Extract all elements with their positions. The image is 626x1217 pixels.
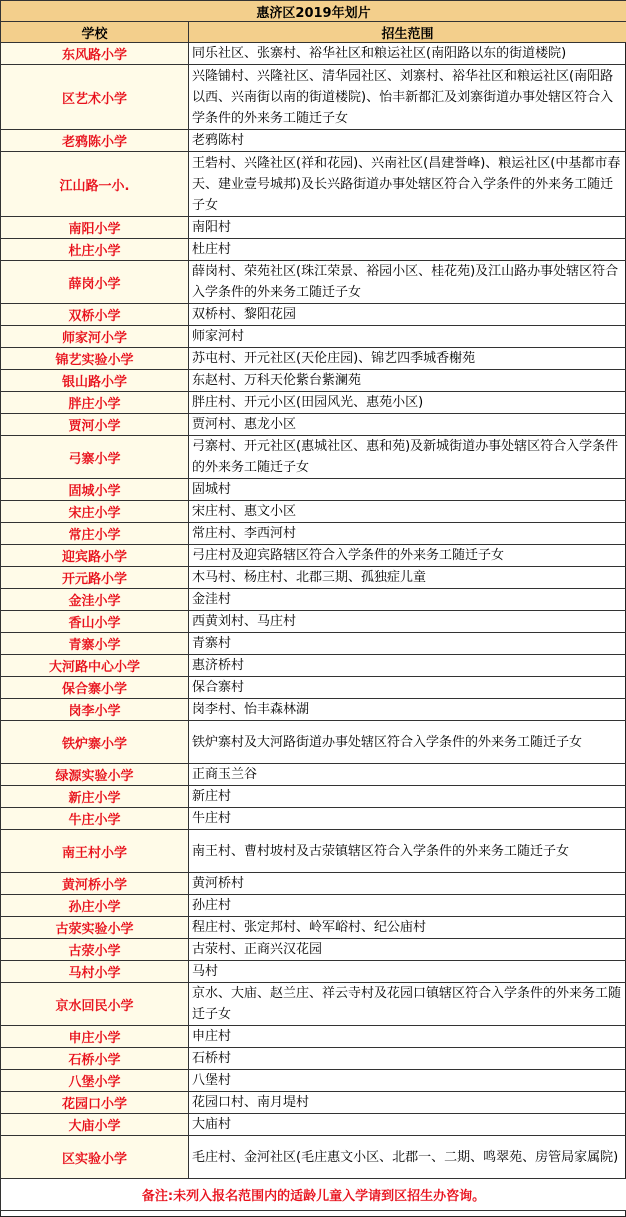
table-row	[1, 961, 626, 983]
table-row	[1, 633, 626, 655]
enrollment-range: 铁炉寨村及大河路街道办事处辖区符合入学条件的外来务工随迁子女	[189, 721, 626, 764]
enrollment-range: 杜庄村	[189, 239, 626, 261]
enrollment-range: 薛岗村、荣苑社区(珠江荣景、裕园小区、桂花苑)及江山路办事处辖区符合入学条件的外来务工随迁子女	[189, 261, 626, 304]
enrollment-range: 王砦村、兴隆社区(祥和花园)、兴南社区(昌建誉峰)、粮运社区(中基都市春天、建业壹号城邦)及长兴路街道办事处辖区符合入学条件的外来务工随迁子女	[189, 152, 626, 217]
enrollment-range: 岗李村、怡丰森林湖	[189, 699, 626, 721]
school-name: 孙庄小学	[1, 895, 189, 917]
school-name: 绿源实验小学	[1, 764, 189, 786]
table-body	[1, 43, 626, 1211]
enrollment-range: 同乐社区、张寨村、裕华社区和粮运社区(南阳路以东的街道楼院)	[189, 43, 626, 65]
enrollment-range: 马村	[189, 961, 626, 983]
school-name: 老鸦陈小学	[1, 130, 189, 152]
table-row	[1, 1136, 626, 1179]
school-name: 迎宾路小学	[1, 545, 189, 567]
column-header-school: 学校	[1, 22, 189, 43]
table-row	[1, 677, 626, 699]
table-row	[1, 567, 626, 589]
enrollment-range: 京水、大庙、赵兰庄、祥云寺村及花园口镇辖区符合入学条件的外来务工随迁子女	[189, 983, 626, 1026]
enrollment-range: 宋庄村、惠文小区	[189, 501, 626, 523]
school-name: 香山小学	[1, 611, 189, 633]
enrollment-range: 师家河村	[189, 326, 626, 348]
enrollment-range: 常庄村、李西河村	[189, 523, 626, 545]
table-row	[1, 1114, 626, 1136]
enrollment-range: 孙庄村	[189, 895, 626, 917]
school-name: 石桥小学	[1, 1048, 189, 1070]
table-row	[1, 917, 626, 939]
enrollment-range: 苏屯村、开元社区(天伦庄园)、锦艺四季城香榭苑	[189, 348, 626, 370]
title-row	[1, 1, 626, 22]
school-name: 大河路中心小学	[1, 655, 189, 677]
school-name: 铁炉寨小学	[1, 721, 189, 764]
table-row	[1, 1026, 626, 1048]
school-name: 锦艺实验小学	[1, 348, 189, 370]
table-row	[1, 43, 626, 65]
table-row	[1, 392, 626, 414]
table-row	[1, 304, 626, 326]
table-row	[1, 983, 626, 1026]
table-row	[1, 939, 626, 961]
enrollment-range: 南阳村	[189, 217, 626, 239]
school-name: 银山路小学	[1, 370, 189, 392]
enrollment-range: 东赵村、万科天伦紫台紫澜苑	[189, 370, 626, 392]
table-row	[1, 611, 626, 633]
school-name: 新庄小学	[1, 786, 189, 808]
table-row	[1, 152, 626, 217]
table-row	[1, 261, 626, 304]
enrollment-range: 胖庄村、开元小区(田园风光、惠苑小区)	[189, 392, 626, 414]
enrollment-range: 南王村、曹村坡村及古荥镇辖区符合入学条件的外来务工随迁子女	[189, 830, 626, 873]
school-name: 双桥小学	[1, 304, 189, 326]
enrollment-range: 弓寨村、开元社区(惠城社区、惠和苑)及新城街道办事处辖区符合入学条件的外来务工随迁子女	[189, 436, 626, 479]
enrollment-range: 正商玉兰谷	[189, 764, 626, 786]
enrollment-range: 大庙村	[189, 1114, 626, 1136]
school-name: 师家河小学	[1, 326, 189, 348]
school-name: 杜庄小学	[1, 239, 189, 261]
table-row	[1, 764, 626, 786]
enrollment-range: 兴隆铺村、兴隆社区、清华园社区、刘寨村、裕华社区和粮运社区(南阳路以西、兴南街以南的街道楼院)、怡丰新都汇及刘寨街道办事处辖区符合入学条件的外来务工随迁子女	[189, 65, 626, 130]
table-row	[1, 414, 626, 436]
school-name: 宋庄小学	[1, 501, 189, 523]
table-row	[1, 721, 626, 764]
school-name: 江山路一小.	[1, 152, 189, 217]
enrollment-range: 黄河桥村	[189, 873, 626, 895]
enrollment-range: 固城村	[189, 479, 626, 501]
enrollment-range: 贾河村、惠龙小区	[189, 414, 626, 436]
table-row	[1, 699, 626, 721]
enrollment-range: 程庄村、张定邦村、岭军峪村、纪公庙村	[189, 917, 626, 939]
school-name: 南阳小学	[1, 217, 189, 239]
enrollment-range: 八堡村	[189, 1070, 626, 1092]
school-name: 薛岗小学	[1, 261, 189, 304]
table-row	[1, 589, 626, 611]
school-name: 八堡小学	[1, 1070, 189, 1092]
enrollment-range: 保合寨村	[189, 677, 626, 699]
table-row	[1, 786, 626, 808]
school-name: 固城小学	[1, 479, 189, 501]
school-name: 区实验小学	[1, 1136, 189, 1179]
school-name: 岗李小学	[1, 699, 189, 721]
header-row	[1, 22, 626, 43]
school-name: 常庄小学	[1, 523, 189, 545]
enrollment-range: 西黄刘村、马庄村	[189, 611, 626, 633]
enrollment-range: 古荥村、正商兴汉花园	[189, 939, 626, 961]
table-row	[1, 239, 626, 261]
enrollment-range: 石桥村	[189, 1048, 626, 1070]
enrollment-range: 金洼村	[189, 589, 626, 611]
table-row	[1, 370, 626, 392]
table-row	[1, 523, 626, 545]
enrollment-range: 青寨村	[189, 633, 626, 655]
table-row	[1, 348, 626, 370]
school-name: 青寨小学	[1, 633, 189, 655]
school-name: 南王村小学	[1, 830, 189, 873]
enrollment-range: 新庄村	[189, 786, 626, 808]
table-row	[1, 873, 626, 895]
enrollment-range: 毛庄村、金河社区(毛庄惠文小区、北郡一、二期、鸣翠苑、房管局家属院)	[189, 1136, 626, 1179]
school-name: 弓寨小学	[1, 436, 189, 479]
school-name: 保合寨小学	[1, 677, 189, 699]
table-row	[1, 545, 626, 567]
school-name: 古荥实验小学	[1, 917, 189, 939]
table-row	[1, 808, 626, 830]
school-name: 马村小学	[1, 961, 189, 983]
table-row	[1, 655, 626, 677]
table-row	[1, 1070, 626, 1092]
footnote: 备注:未列入报名范围内的适龄儿童入学请到区招生办咨询。	[1, 1179, 626, 1211]
school-name: 开元路小学	[1, 567, 189, 589]
school-name: 区艺术小学	[1, 65, 189, 130]
table-row	[1, 1048, 626, 1070]
enrollment-range: 老鸦陈村	[189, 130, 626, 152]
enrollment-range: 花园口村、南月堤村	[189, 1092, 626, 1114]
school-name: 牛庄小学	[1, 808, 189, 830]
table-row	[1, 326, 626, 348]
table-row	[1, 1092, 626, 1114]
enrollment-range: 双桥村、黎阳花园	[189, 304, 626, 326]
school-name: 黄河桥小学	[1, 873, 189, 895]
school-name: 申庄小学	[1, 1026, 189, 1048]
school-name: 金洼小学	[1, 589, 189, 611]
table-row	[1, 479, 626, 501]
school-name: 京水回民小学	[1, 983, 189, 1026]
table-row	[1, 65, 626, 130]
table-title: 惠济区2019年划片	[1, 1, 626, 22]
enrollment-range: 木马村、杨庄村、北郡三期、孤独症儿童	[189, 567, 626, 589]
school-name: 大庙小学	[1, 1114, 189, 1136]
school-name: 花园口小学	[1, 1092, 189, 1114]
table-row	[1, 130, 626, 152]
school-name: 胖庄小学	[1, 392, 189, 414]
school-name: 贾河小学	[1, 414, 189, 436]
table-row	[1, 436, 626, 479]
table-row	[1, 217, 626, 239]
table-row	[1, 895, 626, 917]
table-row	[1, 830, 626, 873]
note-row	[1, 1179, 626, 1211]
enrollment-range: 弓庄村及迎宾路辖区符合入学条件的外来务工随迁子女	[189, 545, 626, 567]
table-row	[1, 501, 626, 523]
enrollment-range: 牛庄村	[189, 808, 626, 830]
enrollment-range: 申庄村	[189, 1026, 626, 1048]
school-name: 古荥小学	[1, 939, 189, 961]
enrollment-range: 惠济桥村	[189, 655, 626, 677]
column-header-range: 招生范围	[189, 22, 626, 43]
school-name: 东风路小学	[1, 43, 189, 65]
